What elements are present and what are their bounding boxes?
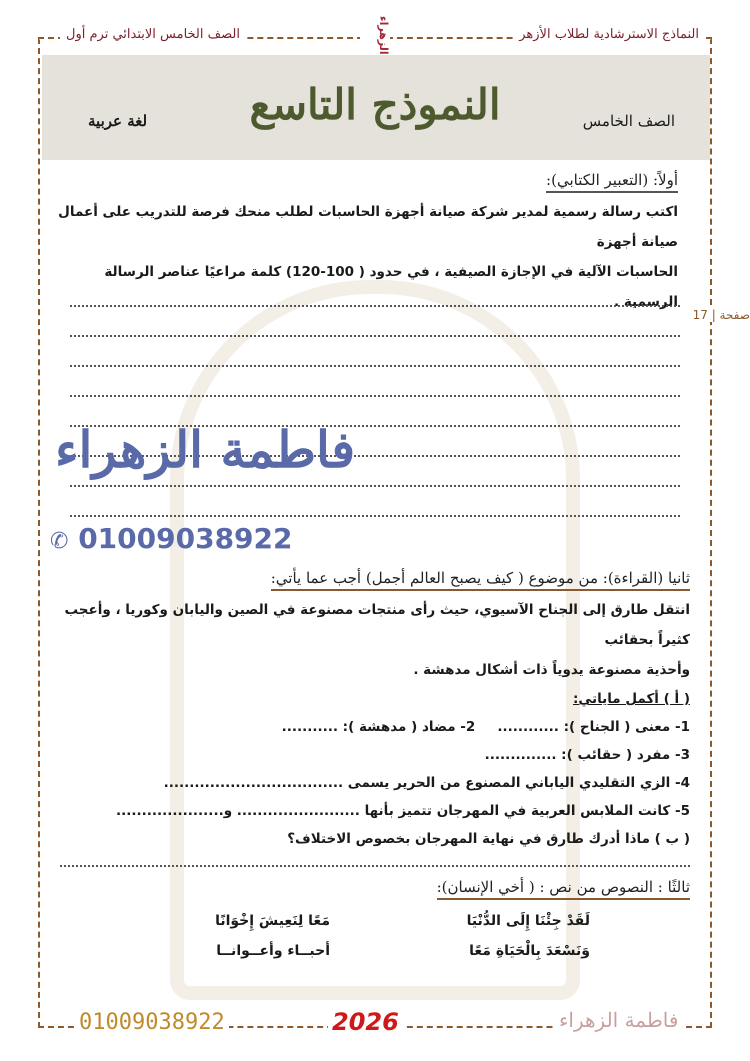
reading-passage [60,595,690,685]
page-label: صفحة [719,308,750,322]
header-series: النماذج الاسترشادية لطلاب الأزهر [513,27,705,42]
part-b-question: ( ب ) ماذا أدرك طارق في نهاية المهرجان بخصوص الاختلاف؟ [287,831,690,847]
header-logo: الزهراء [360,10,390,60]
verse-2 [60,936,690,966]
subject-label: لغة عربية [88,112,148,130]
whatsapp-icon: ✆ [50,529,69,554]
verse-2-first: وَنَسْعَدَ بِالْحَيَاةِ مَعًا [469,943,590,959]
question-3: 3- مفرد ( حقائب ): .............. [484,747,690,763]
prompt-line: الحاسبات الآلية في الإجازة الصيفية ، في حدود ( 100-120) كلمة مراعيًا عناصر الرسالة الرسمية . [104,264,678,310]
passage-line: وأحذية مصنوعة يدوياً ذات أشكال مدهشة . [413,662,690,678]
answer-line[interactable] [70,365,680,367]
answer-line[interactable] [70,485,680,487]
footer-phone: 01009038922 [75,1010,229,1035]
answer-line[interactable] [70,395,680,397]
poem [60,906,690,966]
watermark-phone-number: 01009038922 [78,522,293,555]
footer-logo: فاطمة الزهراء [555,1008,682,1032]
section1-heading: أولاً: (التعبير الكتابي): [546,171,678,193]
question-4: 4- الزي التقليدي الياباني المصنوع من الحرير يسمى ................................... [163,775,690,791]
answer-line[interactable] [60,865,690,867]
verse-1 [60,906,690,936]
section2-heading: ثانيا (القراءة): من موضوع ( كيف يصبح العالم أجمل) أجب عما يأتي: [271,569,690,591]
section3-heading: ثالثًا : النصوص من نص : ( أخي الإنسان): [437,878,690,900]
answer-line[interactable] [70,515,680,517]
prompt-line: اكتب رسالة رسمية لمدير شركة صيانة أجهزة الحاسبات لطلب منحك فرصة للتدريب على أعمال صيانة أجهزة [58,204,678,250]
question-2: 2- مضاد ( مدهشة ): ........... [281,719,476,735]
part-a-heading: ( أ ) أكمل ماياتي: [572,691,690,707]
watermark-phone [50,522,293,559]
grade-label: الصف الخامس [582,112,675,130]
page-number: صفحة | 17 [692,308,750,322]
verse-1-second: مَعًا لِنَعِيشَ إِخْوَانًا [215,913,330,929]
header-grade: الصف الخامس الابتدائي ترم أول [60,27,246,42]
footer-year: 2026 [328,1008,403,1036]
page-num: 17 [692,308,708,322]
page-title: النموذج التاسع [249,80,501,129]
verse-1-first: لَقَدْ جِئْنَا إِلَى الدُّنْيَا [466,913,590,929]
question-5: 5- كانت الملابس العربية في المهرجان تتميز بأنها ........................ و..................... [116,803,690,819]
question-1: 1- معنى ( الجناح ): ............ [497,719,690,735]
answer-line[interactable] [70,305,680,307]
section1-prompt [58,197,678,317]
verse-2-second: أحبــاء وأعــوانــا [216,943,330,959]
watermark-name: فاطمة الزهراء [55,420,356,479]
passage-line: انتقل طارق إلى الجناح الآسيوي، حيث رأى منتجات مصنوعة في الصين واليابان وكوريا ، وأعجب كثيراً بحقائب [64,602,690,648]
answer-line[interactable] [70,335,680,337]
questions-1-3 [60,713,690,769]
section2-and-3 [60,568,690,966]
section1 [58,170,678,317]
